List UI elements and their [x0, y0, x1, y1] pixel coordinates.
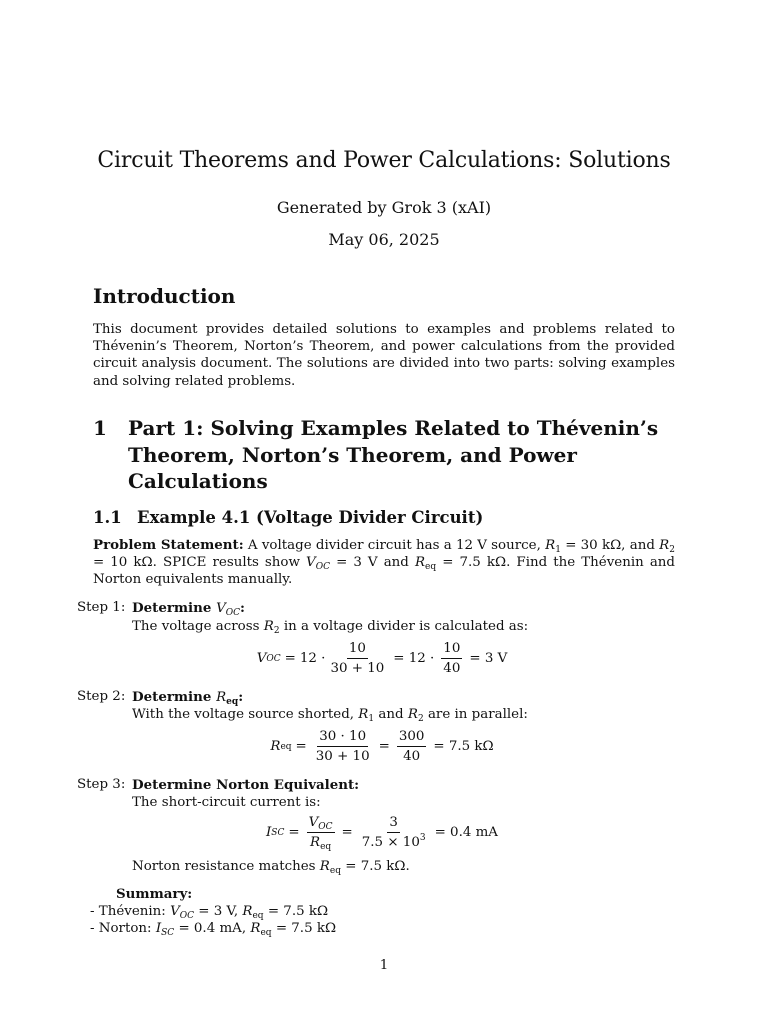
symbol: R: [250, 921, 261, 936]
subscript: SC: [161, 928, 175, 938]
numerator: 300: [397, 729, 427, 747]
symbol: R: [358, 707, 369, 722]
subsection-heading: [93, 508, 483, 527]
problem-text: and: [629, 538, 655, 553]
equals-sign: =: [341, 825, 353, 840]
subscript: 2: [273, 626, 280, 636]
subscript: eq: [425, 562, 437, 573]
denominator: [308, 833, 333, 850]
summary-thevenin: [90, 904, 328, 919]
symbol: R: [319, 859, 330, 874]
subscript: eq: [329, 866, 341, 876]
eq-result: = 7.5 kΩ: [433, 739, 494, 754]
subscript: OC: [225, 608, 241, 618]
req-value: = 7.5 kΩ: [442, 555, 507, 571]
summary-value: = 7.5 kΩ: [267, 904, 329, 919]
equals-sign: =: [288, 825, 300, 840]
numerator: 30 · 10: [317, 729, 368, 747]
problem-text: . Find the Thévenin and Norton equivalents manually.: [93, 555, 675, 588]
r2-value: = 10 kΩ: [93, 555, 153, 571]
document-date: May 06, 2025: [328, 230, 440, 249]
eq-result: = 0.4 mA: [434, 825, 498, 840]
step-3-equation: [0, 815, 768, 850]
subscript: eq: [226, 697, 239, 707]
numerator: [307, 815, 335, 833]
summary-value: = 0.4 mA,: [178, 921, 247, 936]
voc-value: = 3 V: [336, 555, 378, 571]
document-author: Generated by Grok 3 (xAI): [276, 198, 492, 217]
step-heading-text: Determine: [132, 689, 212, 705]
summary-label: - Thévenin:: [90, 904, 166, 919]
numerator: 10: [441, 641, 462, 659]
step-text: Norton resistance matches: [132, 859, 316, 874]
step-3-note: [132, 859, 410, 874]
page-number: 1: [379, 958, 389, 973]
step-2-heading: [132, 689, 243, 705]
subscript: eq: [320, 842, 332, 852]
section-title: Part 1: Solving Examples Related to Thévenin’s Theorem, Norton’s Theorem, and Power Calculations: [128, 416, 659, 493]
step-text: are in parallel:: [427, 707, 528, 722]
step-text: The voltage across: [132, 619, 260, 634]
symbol: R: [270, 739, 281, 754]
denominator: 40: [443, 661, 461, 676]
numerator: 10: [347, 641, 368, 659]
subscript: eq: [252, 911, 264, 921]
symbol: R: [545, 538, 556, 553]
equals-sign: =: [378, 739, 390, 754]
step-3-label: Step 3:: [77, 777, 126, 792]
step-1-equation: [0, 641, 768, 676]
summary-value: = 3 V,: [198, 904, 239, 919]
step-text: With the voltage source shorted,: [132, 707, 355, 722]
fraction: [314, 729, 372, 764]
fraction: [307, 815, 335, 850]
problem-statement: [93, 537, 675, 589]
subscript: 1: [368, 714, 375, 724]
symbol: R: [407, 707, 418, 722]
symbol: R: [216, 690, 227, 705]
problem-text: and: [383, 555, 409, 571]
denominator: 30 + 10: [330, 661, 385, 676]
symbol: R: [263, 619, 274, 634]
symbol: V: [216, 601, 226, 616]
subscript: eq: [260, 928, 272, 938]
section-1-heading: [93, 415, 683, 495]
exponent: 3: [419, 833, 426, 843]
summary-value: = 7.5 kΩ: [275, 921, 337, 936]
summary-label: - Norton:: [90, 921, 152, 936]
step-text: = 7.5 kΩ.: [345, 859, 410, 874]
subsection-number: 1.1: [93, 508, 122, 527]
introduction-paragraph: This document provides detailed solutions to examples and problems related to Thévenin’s Theorem, Norton’s Theorem, and power calculations from the provided circuit analysis document. The solutions are divided into two parts: solving examples and solving related problems.: [93, 322, 675, 389]
step-2-equation: R eq = $\frac{30 \cdot 10}{30 + 10}$ = $\frac{300}{40}$ = 7.5 kΩ: [270, 729, 494, 764]
r1-value: = 30 kΩ,: [565, 538, 626, 553]
fraction: [360, 815, 428, 850]
subscript: SC: [271, 827, 285, 838]
symbol: V: [308, 815, 319, 830]
denominator-base: 7.5 × 10: [361, 835, 420, 850]
symbol: R: [309, 835, 321, 850]
symbol: V: [170, 904, 180, 919]
eq-result: = 3 V: [469, 651, 508, 666]
denominator: 40: [403, 749, 421, 764]
equals-sign: =: [284, 651, 296, 666]
fraction: [441, 641, 462, 676]
step-1-heading: [132, 600, 245, 616]
problem-text: . SPICE results show: [152, 555, 300, 571]
eq-term: 12 ·: [299, 651, 326, 666]
symbol: V: [306, 555, 316, 571]
symbol: V: [256, 651, 267, 666]
denominator: 30 + 10: [315, 749, 370, 764]
step-1-body: [132, 619, 528, 634]
problem-label: Problem Statement:: [93, 537, 244, 553]
problem-text: A voltage divider circuit has a 12 V source,: [247, 538, 541, 553]
step-2-body: [132, 707, 528, 722]
step-3-heading: Determine Norton Equivalent:: [132, 777, 360, 793]
numerator: 3: [387, 815, 400, 833]
subscript: 1: [555, 545, 561, 555]
step-3-body: The short-circuit current is:: [132, 795, 321, 810]
equals-sign: =: [295, 739, 307, 754]
summary-norton: [90, 921, 336, 936]
colon: :: [240, 600, 245, 616]
symbol: I: [155, 921, 162, 936]
step-2-label: Step 2:: [77, 689, 126, 704]
subscript: 2: [669, 545, 675, 555]
subsection-title: Example 4.1 (Voltage Divider Circuit): [137, 508, 484, 527]
subscript: OC: [179, 911, 194, 921]
subscript: OC: [315, 562, 330, 573]
symbol: R: [659, 538, 670, 553]
document-title: Circuit Theorems and Power Calculations: Solutions: [97, 148, 671, 173]
subscript: OC: [266, 653, 281, 664]
step-text: in a voltage divider is calculated as:: [283, 619, 529, 634]
denominator: [360, 833, 428, 850]
section-number: 1: [93, 416, 107, 440]
subscript: OC: [318, 822, 333, 832]
symbol: R: [414, 555, 426, 571]
symbol: I: [266, 825, 272, 840]
eq-term: = 12 ·: [393, 651, 435, 666]
step-heading-text: Determine: [132, 600, 212, 616]
fraction: [328, 641, 386, 676]
subscript: 2: [417, 714, 424, 724]
step-1-label: Step 1:: [77, 600, 126, 615]
step-text: and: [378, 707, 404, 722]
summary-heading: Summary:: [116, 886, 193, 902]
fraction: [397, 729, 427, 764]
introduction-heading: Introduction: [93, 284, 236, 308]
colon: :: [238, 689, 244, 705]
symbol: R: [242, 904, 253, 919]
